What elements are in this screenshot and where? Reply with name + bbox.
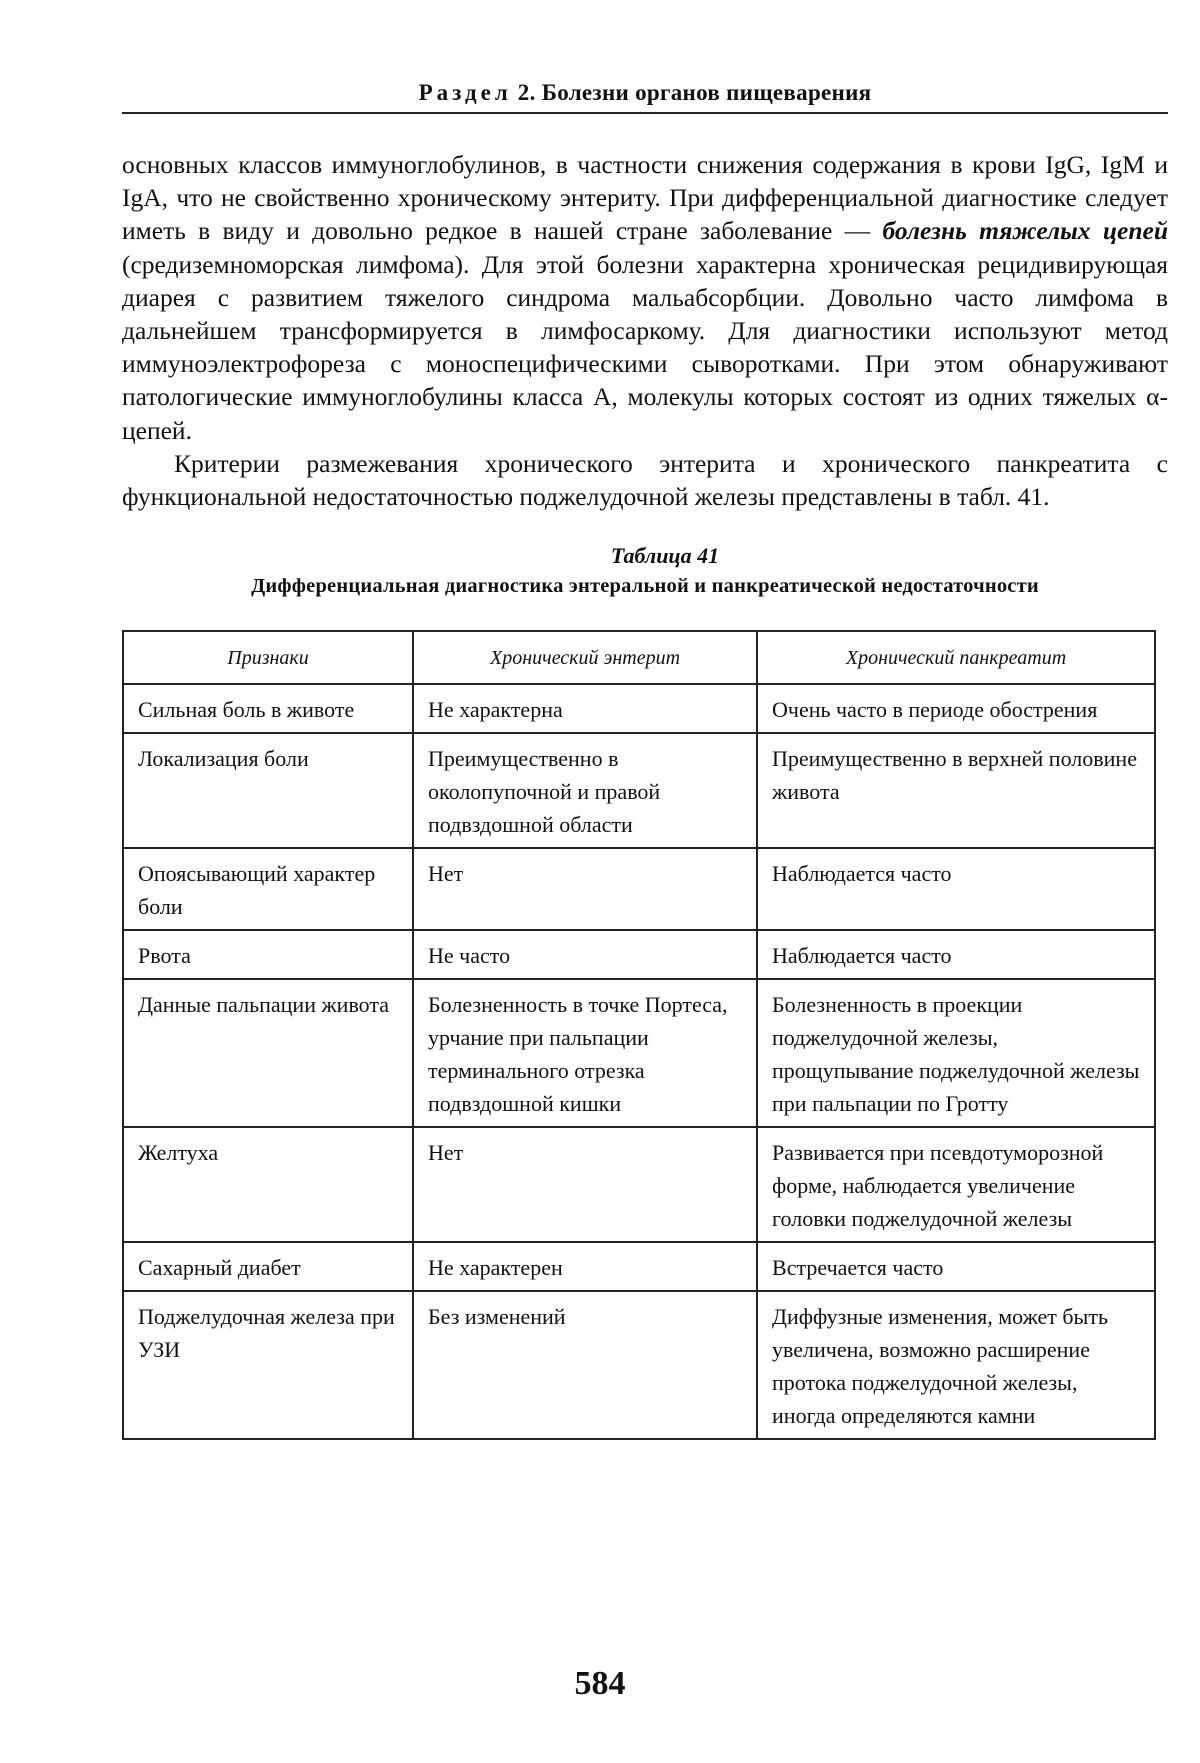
table-cell-enteritis: Преимущественно в околопупочной и правой подвздошной области: [413, 733, 757, 848]
table-row: [123, 848, 1155, 930]
table-cell-pancreatitis: Встречается часто: [757, 1242, 1155, 1291]
table-cell-pancreatitis: Развивается при псевдотуморозной форме, наблюдается увеличение головки поджелудочной железы: [757, 1127, 1155, 1242]
table-cell-sign: Данные пальпации живота: [123, 979, 413, 1127]
header-cell-pancreatitis: Хронический панкреатит: [757, 631, 1155, 684]
book-page: [122, 80, 1168, 1440]
differential-diagnosis-table: [122, 630, 1156, 1440]
table-cell-sign: Локализация боли: [123, 733, 413, 848]
table-cell-enteritis: Без изменений: [413, 1291, 757, 1439]
paragraph-1-part-1: основных классов иммуноглобулинов, в частности снижения содержания в крови IgG, IgM и IgA, что не свойственно хроническому энтериту. При дифференциальной диагностике следует иметь в виду и довольно редкое в нашей стране заболевание —: [122, 150, 1168, 246]
table-cell-enteritis: Болезненность в точке Портеса, урчание при пальпации терминального отрезка подвздошной кишки: [413, 979, 757, 1127]
table-cell-pancreatitis: Наблюдается часто: [757, 848, 1155, 930]
table-cell-sign: Поджелудочная железа при УЗИ: [123, 1291, 413, 1439]
table-cell-enteritis: Не часто: [413, 930, 757, 979]
table-cell-pancreatitis: Наблюдается часто: [757, 930, 1155, 979]
table-title: Дифференциальная диагностика энтеральной и панкреатической недостаточности: [251, 575, 1039, 598]
section-title: Болезни органов пищеварения: [541, 80, 872, 105]
page-number: 584: [574, 1665, 626, 1702]
header-cell-enteritis: Хронический энтерит: [413, 631, 757, 684]
table-cell-enteritis: Не характерен: [413, 1242, 757, 1291]
table-cell-pancreatitis: Диффузные изменения, может быть увеличена, возможно расширение протока поджелудочной железы, иногда определяются камни: [757, 1291, 1155, 1439]
running-head: [122, 80, 1168, 114]
table-cell-enteritis: Нет: [413, 848, 757, 930]
paragraph-1: [122, 148, 1168, 447]
table-cell-sign: Сахарный диабет: [123, 1242, 413, 1291]
table-cell-enteritis: Не характерна: [413, 684, 757, 733]
table-row: [123, 1291, 1155, 1439]
table-cell-sign: Опоясывающий характер боли: [123, 848, 413, 930]
table-cell-sign: Желтуха: [123, 1127, 413, 1242]
table-cell-sign: Сильная боль в животе: [123, 684, 413, 733]
table-caption: Таблица 41: [610, 543, 720, 569]
section-number: 2.: [517, 80, 536, 105]
table-cell-enteritis: Нет: [413, 1127, 757, 1242]
table-cell-pancreatitis: Преимущественно в верхней половине живота: [757, 733, 1155, 848]
table-header-row: [123, 631, 1155, 684]
disease-term-emphasis: болезнь тяжелых цепей: [882, 216, 1168, 246]
paragraph-2: Критерии размежевания хронического энтерита и хронического панкреатита с функциональной недостаточностью поджелудочной железы представлены в табл. 41.: [122, 448, 1168, 512]
body-text: [122, 148, 1168, 513]
table-cell-pancreatitis: Очень часто в периоде обострения: [757, 684, 1155, 733]
section-label: Раздел: [418, 80, 512, 105]
table-row: [123, 1242, 1155, 1291]
table-row: [123, 930, 1155, 979]
table-row: [123, 979, 1155, 1127]
table-row: [123, 684, 1155, 733]
table-cell-sign: Рвота: [123, 930, 413, 979]
header-cell-signs: Признаки: [123, 631, 413, 684]
table-row: [123, 1127, 1155, 1242]
table-row: [123, 733, 1155, 848]
paragraph-1-part-2: (средиземноморская лимфома). Для этой болезни характерна хроническая рецидивирующая диарея с развитием тяжелого синдрома мальабсорбции. Довольно часто лимфома в дальнейшем трансформируется в лимфосаркому. Для диагностики используют метод иммуноэлектрофореза с моноспецифическими сыворотками. При этом обнаруживают патологические иммуноглобулины класса А, молекулы которых состоят из одних тяжелых α-цепей.: [122, 249, 1168, 445]
table-cell-pancreatitis: Болезненность в проекции поджелудочной железы, прощупывание поджелудочной железы при пальпации по Гротту: [757, 979, 1155, 1127]
